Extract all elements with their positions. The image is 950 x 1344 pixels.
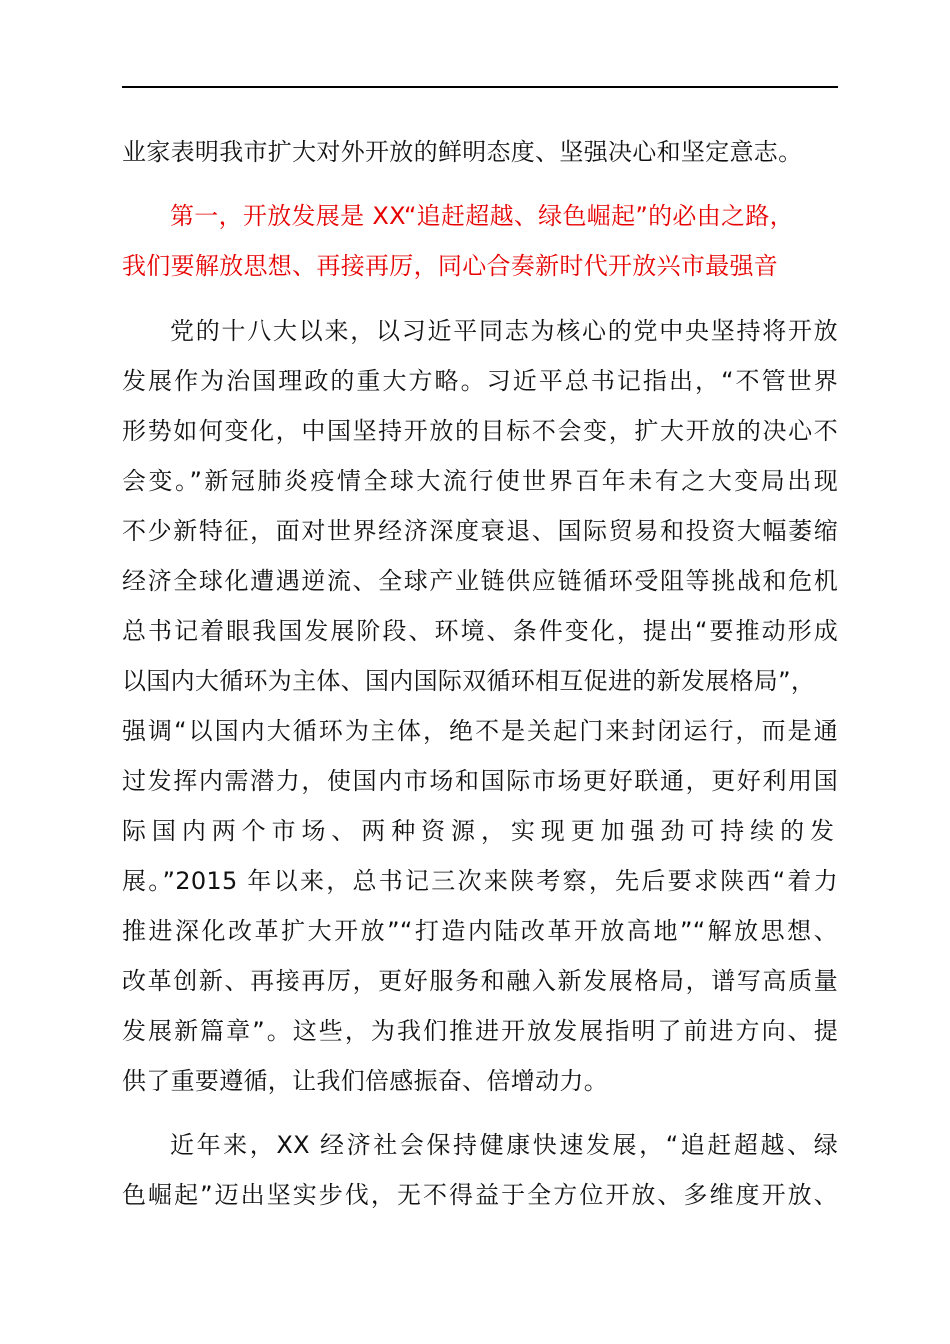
body-line: 经济全球化遭遇逆流、全球产业链供应链循环受阻等挑战和危机: [122, 567, 838, 595]
body-line: 总书记着眼我国发展阶段、环境、条件变化，提出“要推动形成: [122, 617, 838, 645]
body-line: 形势如何变化，中国坚持开放的目标不会变，扩大开放的决心不: [122, 417, 838, 445]
body-line: 推进深化改革扩大开放”“打造内陆改革开放高地”“解放思想、: [122, 917, 838, 945]
body-line: 近年来，XX 经济社会保持健康快速发展，“追赶超越、绿: [170, 1131, 838, 1159]
body-line: 发展新篇章”。这些，为我们推进开放发展指明了前进方向、提: [122, 1017, 838, 1045]
body-line: 展。”2015 年以来，总书记三次来陕考察，先后要求陕西“着力: [122, 867, 838, 895]
body-line: 业家表明我市扩大对外开放的鲜明态度、坚强决心和坚定意志。: [122, 138, 803, 166]
body-line: 党的十八大以来，以习近平同志为核心的党中央坚持将开放: [170, 317, 838, 345]
body-line: 发展作为治国理政的重大方略。习近平总书记指出，“不管世界: [122, 367, 838, 395]
body-line: 过发挥内需潜力，使国内市场和国际市场更好联通，更好利用国: [122, 767, 838, 795]
body-line: 色崛起”迈出坚实步伐，无不得益于全方位开放、多维度开放、: [122, 1181, 838, 1209]
body-line: 不少新特征，面对世界经济深度衰退、国际贸易和投资大幅萎缩: [122, 517, 838, 545]
body-line: 改革创新、再接再厉，更好服务和融入新发展格局，谱写高质量: [122, 967, 838, 995]
body-line: 际国内两个市场、两种资源，实现更加强劲可持续的发: [122, 817, 838, 845]
section-heading-line: 第一，开放发展是 XX“追赶超越、绿色崛起”的必由之路，: [170, 202, 794, 230]
section-heading-line: 我们要解放思想、再接再厉，同心合奏新时代开放兴市最强音: [122, 252, 779, 280]
body-line: 供了重要遵循，让我们倍感振奋、倍增动力。: [122, 1067, 608, 1095]
header-rule: [122, 86, 838, 88]
body-line: 强调“以国内大循环为主体，绝不是关起门来封闭运行，而是通: [122, 717, 838, 745]
body-line: 会变。”新冠肺炎疫情全球大流行使世界百年未有之大变局出现: [122, 467, 838, 495]
body-line: 以国内大循环为主体、国内国际双循环相互促进的新发展格局”，: [122, 667, 816, 695]
